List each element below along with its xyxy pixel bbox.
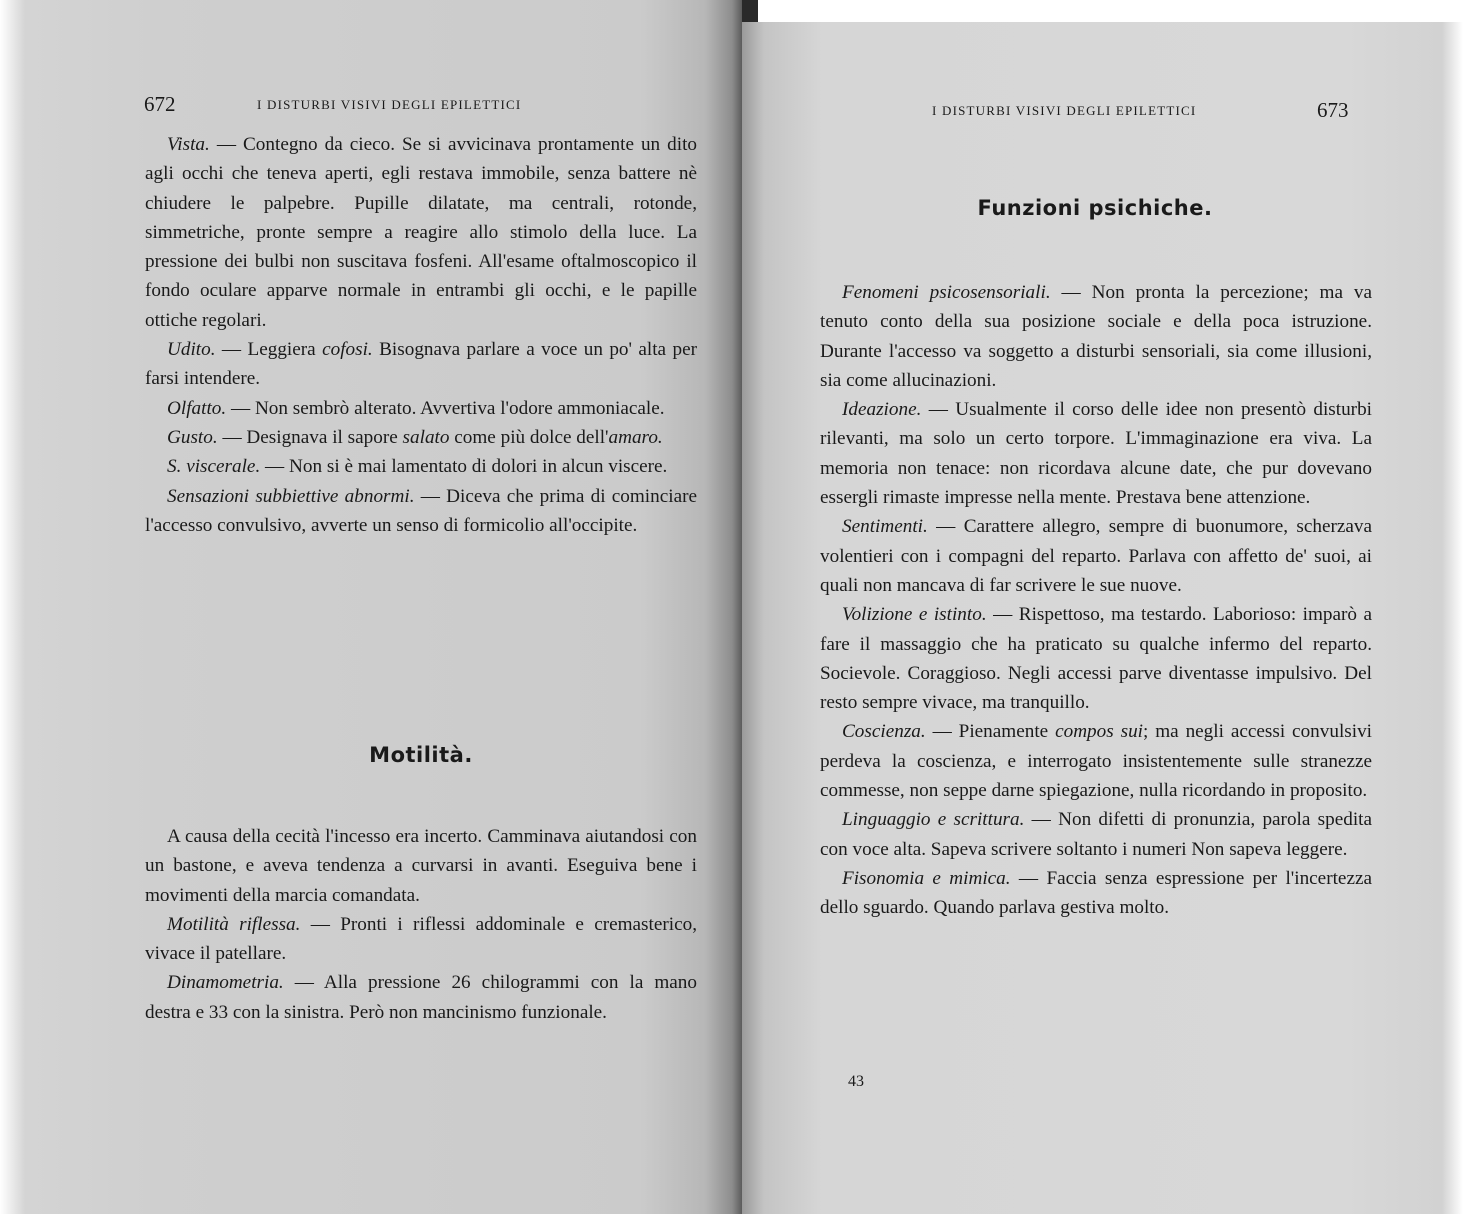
paragraph: Olfatto. — Non sembrò alterato. Avvertiva l'odore ammoniacale. bbox=[167, 397, 665, 419]
left-body-bottom bbox=[145, 822, 697, 1027]
paragraph: Sentimenti. — Carattere allegro, sempre di buonumore, scherzava volentieri con i compagni del reparto. Parlava con affetto de' suoi, ai quali non mancava di far scrivere le sue nuove. bbox=[820, 516, 1372, 596]
running-head: I DISTURBI VISIVI DEGLI EPILETTICI bbox=[932, 103, 1197, 118]
signature-mark: 43 bbox=[848, 1073, 864, 1090]
section-title: Funzioni psichiche. bbox=[977, 196, 1213, 220]
paragraph: Sensazioni subbiettive abnormi. — Diceva che prima di cominciare l'accesso convulsivo, avverte un senso di formicolio all'occipite. bbox=[145, 485, 697, 536]
paragraph: Fenomeni psicosensoriali. — Non pronta la percezione; ma va tenuto conto della sua posizione sociale e della poca istruzione. Durante l'accesso va soggetto a disturbi sensoriali, sia come illusioni, sia come allucinazioni. bbox=[820, 282, 1373, 391]
section-title: Motilità. bbox=[369, 743, 473, 767]
page-number: 672 bbox=[144, 92, 176, 116]
paragraph: Ideazione. — Usualmente il corso delle idee non presentò disturbi rilevanti, ma solo un certo torpore. L'immaginazione era viva. La memoria non tenace: non ricordava alcune date, che pur dovevano essergli rimaste impresse nella mente. Prestava bene attenzione. bbox=[820, 399, 1372, 509]
paragraph: Fisonomia e mimica. — Faccia senza espressione per l'incertezza dello sguardo. Quando parlava gestiva molto. bbox=[820, 867, 1372, 919]
paragraph: Udito. — Leggiera cofosi. Bisognava parlare a voce un po' alta per farsi intendere. bbox=[145, 339, 697, 390]
paragraph: Motilità riflessa. — Pronti i riflessi addominale e cremasterico, vivace il patellare. bbox=[145, 913, 697, 965]
right-page bbox=[742, 22, 1463, 1214]
right-body bbox=[820, 278, 1372, 923]
left-body-top bbox=[145, 130, 697, 540]
page-number: 673 bbox=[1317, 98, 1349, 122]
paragraph: S. viscerale. — Non si è mai lamentato di dolori in alcun viscere. bbox=[167, 456, 668, 478]
paragraph: A causa della cecità l'incesso era incerto. Camminava aiutandosi con un bastone, e aveva tendenza a curvarsi in avanti. Eseguiva bene i movimenti della marcia comandata. bbox=[145, 826, 697, 906]
paragraph: Coscienza. — Pienamente compos sui; ma negli accessi convulsivi perdeva la coscienza, e interrogato insistentemente sulle stranezze commesse, non seppe darne spiegazione, nulla ricordando in proposito. bbox=[820, 721, 1372, 802]
paragraph: Linguaggio e scrittura. — Non difetti di pronunzia, parola spedita con voce alta. Sapeva scrivere soltanto i numeri Non sapeva leggere. bbox=[820, 809, 1372, 860]
paragraph: Gusto. — Designava il sapore salato come più dolce dell'amaro. bbox=[167, 426, 663, 448]
running-head: I DISTURBI VISIVI DEGLI EPILETTICI bbox=[257, 97, 522, 112]
paragraph: Dinamometria. — Alla pressione 26 chilogrammi con la mano destra e 33 con la sinistra. Però non mancinismo funzionale. bbox=[145, 972, 697, 1023]
paragraph: Vista. — Contegno da cieco. Se si avvicinava prontamente un dito agli occhi che teneva aperti, egli restava immobile, senza battere nè chiudere le palpebre. Pupille dilatate, ma centrali, rotonde, simmetriche, pronte sempre a reagire allo stimolo della luce. La pressione dei bulbi non suscitava fosfeni. All'esame oftalmoscopico il fondo oculare apparve normale in entrambi gli occhi, e le papille ottiche regolari. bbox=[145, 134, 697, 331]
paragraph: Volizione e istinto. — Rispettoso, ma testardo. Laborioso: imparò a fare il massaggio che ha praticato su qualche infermo del reparto. Socievole. Coraggioso. Negli accessi parve diventasse impulsivo. Del resto sempre vivace, ma tranquillo. bbox=[820, 604, 1372, 714]
